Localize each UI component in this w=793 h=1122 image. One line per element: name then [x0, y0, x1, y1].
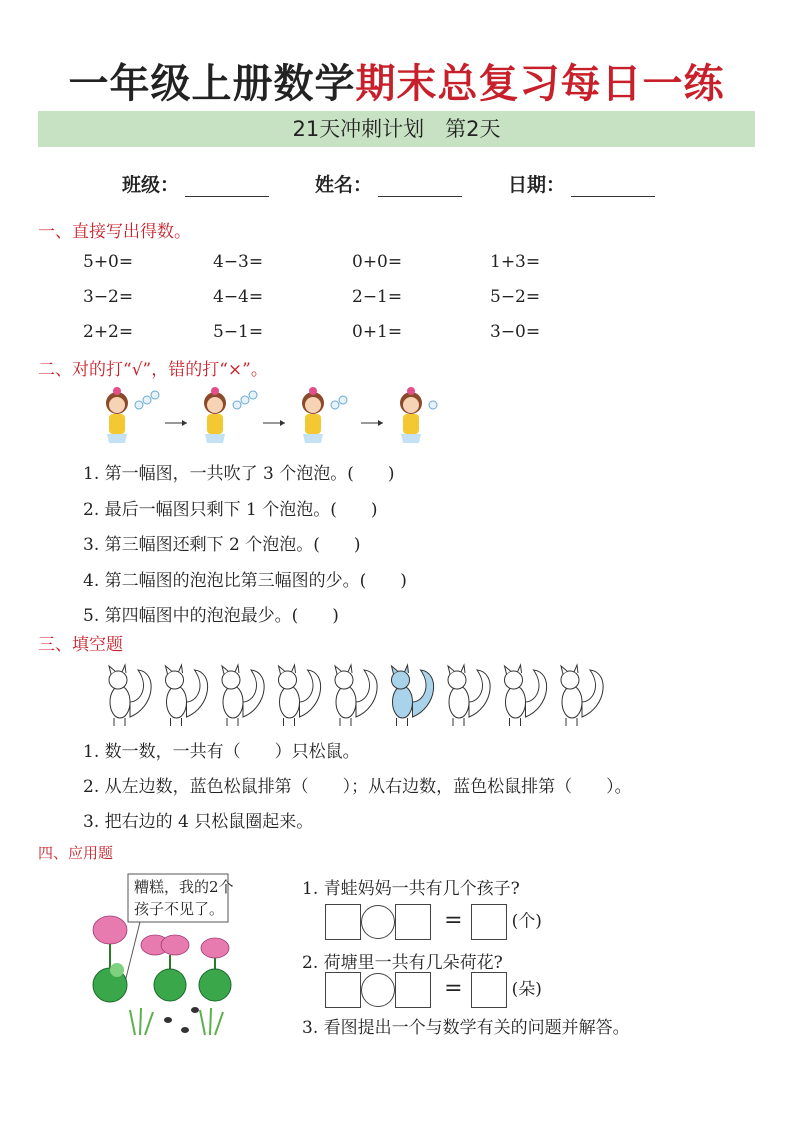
class-label: 班级： [122, 174, 180, 196]
frog-icon [110, 963, 124, 977]
true-false-item: 1. 第一幅图，一共吹了 3 个泡泡。( ) [83, 464, 395, 484]
name-blank[interactable] [378, 176, 462, 197]
speech-line-2: 孩子不见了。 [134, 900, 225, 918]
arithmetic-problem: 3−2= [83, 287, 134, 307]
arithmetic-problem: 0+1= [352, 322, 403, 342]
name-label: 姓名： [315, 174, 373, 196]
squirrel [109, 665, 151, 726]
fill-blank-item: 2. 从左边数，蓝色松鼠排第（ ）；从右边数，蓝色松鼠排第（ ）。 [83, 777, 632, 797]
page-title [0, 52, 793, 109]
title-black: 一年级上册数学 [68, 61, 356, 107]
arithmetic-problem: 2−1= [352, 287, 403, 307]
girl-blowing-bubbles [204, 387, 285, 443]
title-red: 期末总复习每日一练 [355, 61, 725, 107]
arithmetic-problem: 5+0= [83, 252, 134, 272]
arithmetic-problem: 4−3= [213, 252, 264, 272]
girl-blowing-bubbles [400, 387, 437, 443]
fill-blank-item: 1. 数一数，一共有（ ）只松鼠。 [83, 742, 360, 762]
question-2: 2. 荷塘里一共有几朵荷花? [302, 953, 503, 973]
result-box[interactable] [471, 972, 507, 1008]
section1-title: 一、直接写出得数。 [38, 222, 191, 242]
arithmetic-problem: 2+2= [83, 322, 134, 342]
subtitle-band: 21天冲刺计划 第2天 [38, 111, 755, 147]
true-false-item: 3. 第三幅图还剩下 2 个泡泡。( ) [83, 535, 361, 555]
arithmetic-problem: 0+0= [352, 252, 403, 272]
question-3: 3. 看图提出一个与数学有关的问题并解答。 [302, 1018, 630, 1038]
squirrel [448, 665, 490, 726]
arithmetic-problem: 5−2= [490, 287, 541, 307]
class-blank[interactable] [185, 176, 269, 197]
unit-label: (个) [511, 911, 542, 932]
date-label: 日期： [508, 174, 566, 196]
operator-circle[interactable] [361, 973, 395, 1007]
operator-circle[interactable] [361, 905, 395, 939]
section3-title: 三、填空题 [38, 635, 123, 655]
girl-blowing-bubbles [106, 387, 187, 443]
true-false-item: 2. 最后一幅图只剩下 1 个泡泡。( ) [83, 499, 378, 520]
section4-title: 四、应用题 [38, 844, 114, 862]
answer-box[interactable] [325, 972, 361, 1008]
equation-row-2 [325, 972, 542, 1008]
blue-squirrel [392, 665, 434, 726]
squirrel [335, 665, 377, 726]
unit-label: (朵) [511, 979, 542, 1000]
answer-box[interactable] [395, 972, 431, 1008]
squirrel [222, 665, 264, 726]
speech-line-1: 糟糕，我的2个 [134, 878, 234, 896]
name-field [315, 170, 462, 197]
class-field [122, 170, 269, 197]
squirrel [505, 665, 547, 726]
answer-box[interactable] [325, 904, 361, 940]
section2-title: 二、对的打“√”，错的打“×”。 [38, 360, 268, 380]
arithmetic-problem: 1+3= [490, 252, 541, 272]
arithmetic-problem: 3−0= [490, 322, 541, 342]
squirrel-row [100, 662, 620, 728]
fill-blank-item: 3. 把右边的 4 只松鼠圈起来。 [83, 812, 314, 832]
bubble-girl-illustrations [95, 385, 475, 450]
squirrel [166, 665, 208, 726]
question-1: 1. 青蛙妈妈一共有几个孩子? [302, 879, 520, 899]
equation-row-1 [325, 904, 542, 940]
equals-sign: = [444, 975, 463, 1001]
arithmetic-problem: 4−4= [213, 287, 264, 307]
date-blank[interactable] [571, 176, 655, 197]
girl-blowing-bubbles [302, 387, 383, 443]
true-false-item: 4. 第二幅图的泡泡比第三幅图的少。( ) [83, 570, 407, 591]
squirrel [561, 665, 603, 726]
arithmetic-problem: 5−1= [213, 322, 264, 342]
answer-box[interactable] [395, 904, 431, 940]
result-box[interactable] [471, 904, 507, 940]
date-field [508, 170, 655, 197]
equals-sign: = [444, 907, 463, 933]
speech-text [134, 876, 234, 920]
squirrel [279, 665, 321, 726]
true-false-item: 5. 第四幅图中的泡泡最少。( ) [83, 606, 339, 626]
